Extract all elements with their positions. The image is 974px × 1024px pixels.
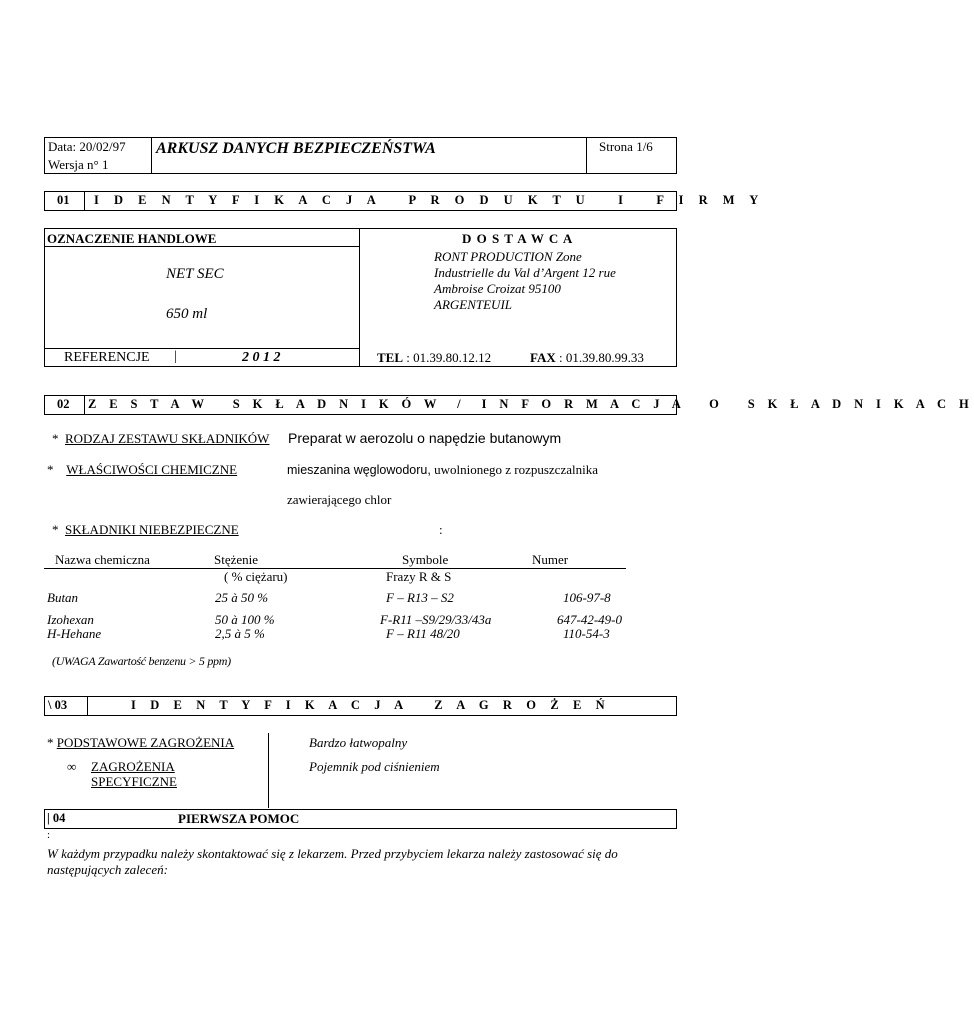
section-03-title: I D E N T Y F I K A C J A Z A G R O Ż E Ń: [131, 698, 611, 712]
table-header-name: Nazwa chemiczna: [55, 552, 150, 567]
fax-value: : 01.39.80.99.33: [555, 350, 644, 365]
supplier-fax: [530, 350, 644, 366]
bullet: *: [47, 735, 54, 750]
table-cell-concentration: 25 à 50 %: [215, 590, 269, 605]
first-aid-text-2: następujących zaleceń:: [47, 862, 168, 877]
chemical-properties-value: [287, 462, 598, 478]
version-label: Wersja n° 1: [48, 157, 109, 172]
table-cell-number: 110-54-3: [563, 626, 610, 641]
benzene-note: (UWAGA Zawartość benzenu > 5 ppm): [52, 654, 231, 668]
hazardous-components-label: SKŁADNIKI NIEBEZPIECZNE: [65, 522, 239, 537]
table-cell-concentration: 2,5 à 5 %: [215, 626, 265, 641]
specific-hazards-label-1: ZAGROŻENIA: [91, 759, 175, 774]
table-header-symbols: Symbole: [402, 552, 449, 567]
section-divider: [87, 696, 88, 716]
reference-line: [44, 348, 359, 349]
table-cell-name: Butan: [47, 590, 79, 605]
bullet: *: [47, 462, 54, 477]
infinity-bullet: ∞: [67, 759, 77, 774]
date-label: Data: 20/02/97: [48, 139, 126, 154]
section-divider: [84, 191, 85, 211]
section-01-number: 01: [57, 193, 70, 207]
reference-separator: |: [174, 349, 177, 364]
section-04-title: PIERWSZA POMOC: [178, 811, 300, 826]
page-number: Strona 1/6: [599, 139, 653, 154]
bullet: *: [52, 431, 59, 446]
section-02-number: 02: [57, 397, 70, 411]
product-supplier-box: [44, 228, 677, 367]
first-aid-colon: :: [47, 829, 51, 841]
supplier-line-1: RONT PRODUCTION Zone: [434, 249, 582, 264]
first-aid-text-1: W każdym przypadku należy skontaktować się z lekarzem. Przed przybyciem lekarza należy zastosować się do: [47, 846, 618, 861]
composition-type-label: RODZAJ ZESTAWU SKŁADNIKÓW: [65, 431, 270, 446]
table-cell-concentration: 50 à 100 %: [215, 612, 275, 627]
section-divider: [84, 395, 85, 415]
section-02-title: Z E S T A W S K Ł A D N I K Ó W / I N F O R M A C J A O S K Ł A D N I K A C H: [88, 397, 974, 411]
chemical-value-part-b: uwolnionego z rozpuszczalnika: [430, 462, 598, 477]
table-cell-name: H-Hehane: [47, 626, 102, 641]
supplier-line-4: ARGENTEUIL: [434, 297, 512, 312]
table-cell-number: 106-97-8: [563, 590, 611, 605]
document-title: ARKUSZ DANYCH BEZPIECZEŃSTWA: [156, 140, 436, 157]
main-hazards: [47, 735, 234, 751]
tel-value: : 01.39.80.12.12: [403, 350, 492, 365]
product-name: NET SEC: [166, 266, 224, 282]
table-cell-symbols: F – R13 – S2: [386, 590, 454, 605]
table-cell-symbols: F – R11 48/20: [386, 626, 460, 641]
composition-type-value: Preparat w aerozolu o napędzie butanowym: [288, 430, 562, 446]
product-volume: 650 ml: [166, 306, 208, 322]
hazardous-components-colon: :: [439, 522, 443, 537]
section-03-number: \ 03: [48, 698, 68, 712]
chemical-properties-label: WŁAŚCIWOŚCI CHEMICZNE: [66, 462, 238, 477]
fax-label: FAX: [530, 350, 556, 365]
supplier-tel: [377, 350, 491, 366]
chemical-properties-value-2: zawierającego chlor: [287, 492, 392, 507]
supplier-line-2: Industrielle du Val d’Argent 12 rue: [434, 265, 616, 280]
specific-hazards-value: Pojemnik pod ciśnieniem: [309, 759, 440, 774]
section-01-title: I D E N T Y F I K A C J A P R O D U K T U I F I R M Y: [94, 193, 765, 207]
reference-label: REFERENCJE: [64, 350, 150, 365]
hazardous-components: [52, 522, 239, 538]
tel-label: TEL: [377, 350, 404, 365]
supplier-line-3: Ambroise Croizat 95100: [434, 281, 561, 296]
reference-value: 2 0 1 2: [242, 350, 281, 365]
section-04-bar: [44, 809, 677, 829]
table-subheader-weight: ( % ciężaru): [224, 569, 288, 584]
supplier-label: D O S T A W C A: [462, 231, 574, 246]
header-divider: [586, 137, 587, 174]
table-header-number: Numer: [532, 552, 569, 567]
table-cell-name: Izohexan: [47, 612, 94, 627]
main-hazards-value: Bardzo łatwopalny: [309, 735, 408, 750]
composition-type: [52, 431, 269, 447]
table-subheader-phrases: Frazy R & S: [386, 569, 452, 584]
hazards-divider: [268, 733, 269, 808]
table-cell-number: 647-42-49-0: [557, 612, 622, 627]
product-supplier-divider: [359, 228, 360, 367]
chemical-properties: [47, 462, 237, 478]
table-header-concentration: Stężenie: [214, 552, 259, 567]
section-04-number: | 04: [47, 811, 66, 825]
main-hazards-label: PODSTAWOWE ZAGROŻENIA: [56, 735, 235, 750]
trade-name-label: OZNACZENIE HANDLOWE: [47, 231, 217, 246]
specific-hazards-label-2: SPECYFICZNE: [91, 774, 177, 789]
bullet: *: [52, 522, 59, 537]
table-cell-symbols: F-R11 –S9/29/33/43a: [380, 612, 492, 627]
chemical-value-part-a: mieszanina węglowodoru,: [287, 463, 431, 477]
table-header-rule: [44, 568, 626, 569]
header-divider: [151, 137, 152, 174]
